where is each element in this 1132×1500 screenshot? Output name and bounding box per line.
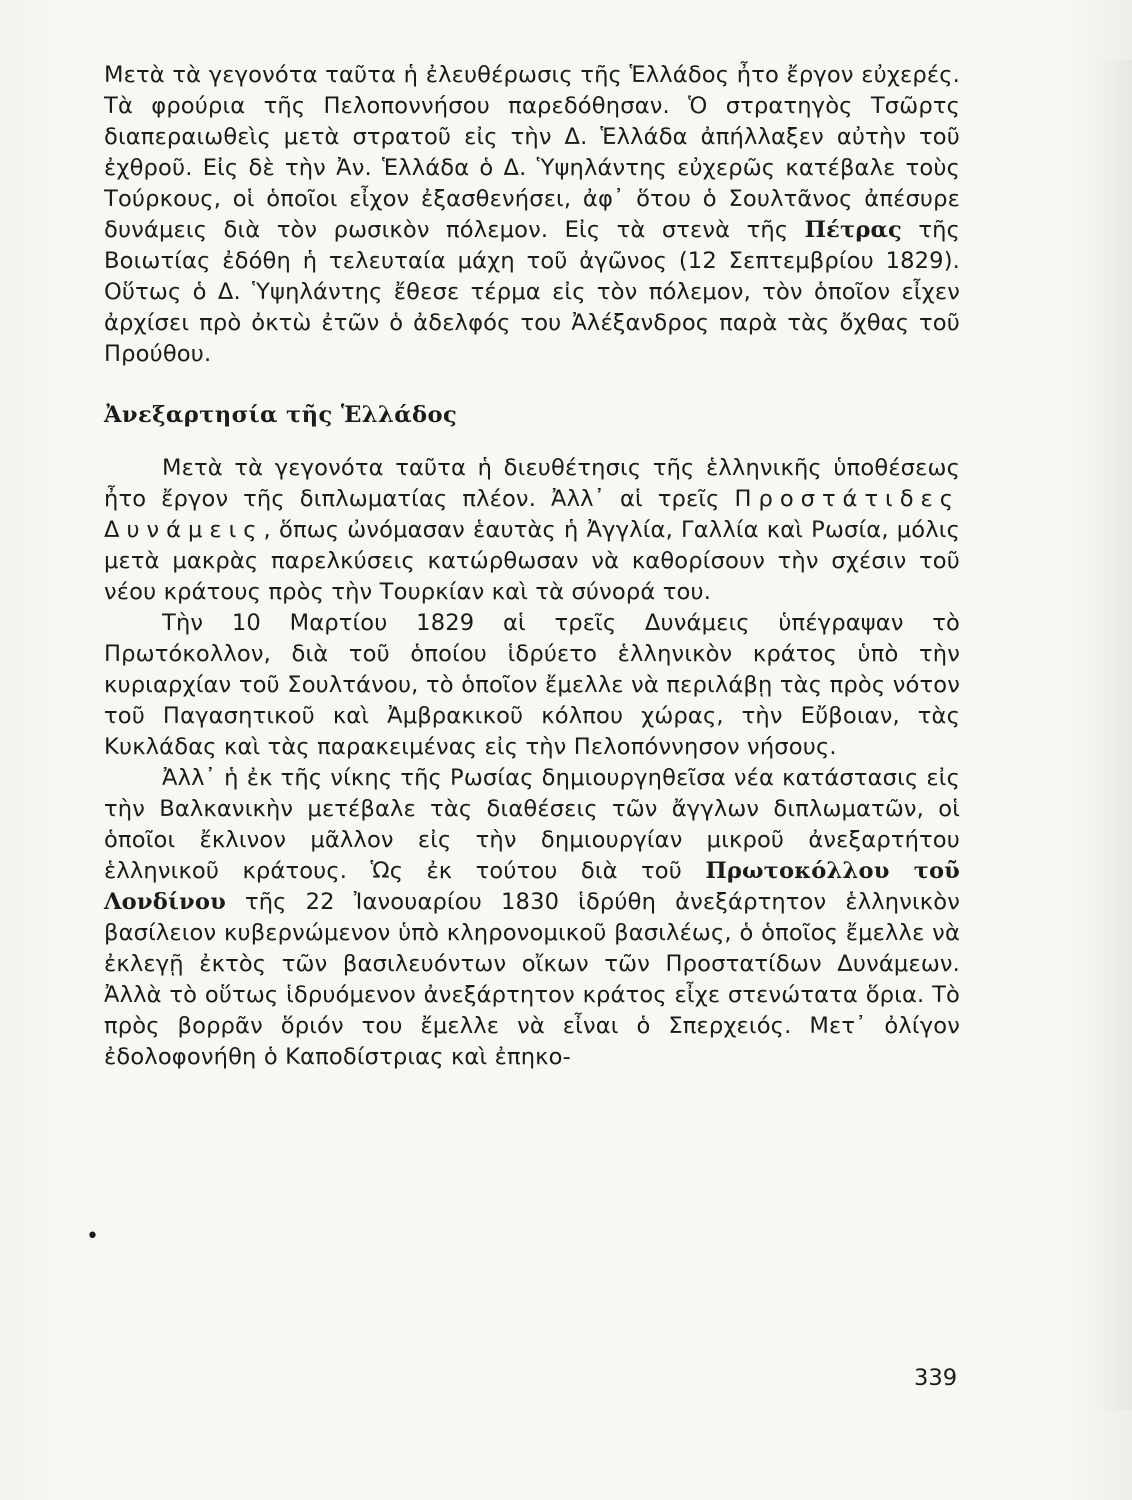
margin-mark: • [86,1224,99,1249]
paragraph-1-text-b: τῆς Βοιωτίας ἐδόθη ἡ τελευταία μάχη τοῦ ἀγῶνος (12 Σεπτεμβρίου 1829). Οὕτως ὁ Δ. Ὑψηλάντης ἔθεσε τέρμα εἰς τὸν πόλεμον, τὸν ὁποῖον εἶχεν ἀρχίσει πρὸ ὀκτὼ ἐτῶν ὁ ἀδελφός του Ἀλέξανδρος παρὰ τὰς ὄχθας τοῦ Προύθου. [104,217,960,367]
page-text [104,60,960,1073]
paragraph-3: Τὴν 10 Μαρτίου 1829 αἱ τρεῖς Δυνάμεις ὑπέγραψαν τὸ Πρωτόκολλον, διὰ τοῦ ὁποίου ἱδρύετο ἑλληνικὸν κράτος ὑπὸ τὴν κυριαρχίαν τοῦ Σουλτάνου, τὸ ὁποῖον ἔμελλε νὰ περιλάβῃ τὰς πρὸς νότον τοῦ Παγασητικοῦ καὶ Ἀμβρακικοῦ κόλπου χώρας, τὴν Εὔβοιαν, τὰς Κυκλάδας καὶ τὰς παρακειμένας εἰς τὴν Πελοπόννησον νήσους. [104,610,960,760]
paragraph-2-text-a: Μετὰ τὰ γεγονότα ταῦτα ἡ διευθέτησις τῆς ἑλληνικῆς ὑποθέσεως ἦτο ἔργον τῆς διπλωματίας πλέον. Ἀλλ᾽ αἱ τρεῖς [104,455,960,512]
paragraph-4-text-b: τῆς 22 Ἰανουαρίου 1830 ἱδρύθη ἀνεξάρτητον ἑλληνικὸν βασίλειον κυβερνώμενον ὑπὸ κληρονομικοῦ βασιλέως, ὁ ὁποῖος ἔμελλε νὰ ἐκλεγῇ ἐκτὸς τῶν βασιλευόντων οἴκων τῶν Προστατίδων Δυνάμεων. Ἀλλὰ τὸ οὕτως ἱδρυόμενον ἀνεξάρτητον κράτος εἶχε στενώτατα ὅρια. Τὸ πρὸς βορρᾶν ὅριόν του ἔμελλε νὰ εἶναι ὁ Σπερχειός. Μετ᾽ ὀλίγον ἐδολοφονήθη ὁ Καποδίστριας καὶ ἐπηκο- [104,889,960,1070]
heading-gap [104,431,960,453]
page-number: 339 [914,1365,958,1391]
section-gap [104,370,960,400]
paragraph-2-text-b: , ὅπως ὠνόμασαν ἑαυτὰς ἡ Ἀγγλία, Γαλλία καὶ Ρωσία, μόλις μετὰ μακρὰς παρελκύσεις κατώρθωσαν νὰ καθορίσουν τὴν σχέσιν τοῦ νέου κράτους πρὸς τὴν Τουρκίαν καὶ τὰ σύνορά του. [104,517,960,605]
paragraph-4-text-a: Ἀλλ᾽ ἡ ἐκ τῆς νίκης τῆς Ρωσίας δημιουργηθεῖσα νέα κατάστασις εἰς τὴν Βαλκανικὴν μετέβαλε τὰς διαθέσεις τῶν ἄγγλων διπλωματῶν, οἱ ὁποῖοι ἔκλινον μᾶλλον εἰς τὴν δημιουργίαν μικροῦ ἀνεξαρτήτου ἑλληνικοῦ κράτους. Ὡς ἐκ τούτου διὰ τοῦ [104,765,960,884]
paragraph-4 [104,763,960,1073]
paragraph-2-spaced-term: Προστάτιδες Δυνάμεις [104,486,960,543]
paragraph-1 [104,60,960,370]
paragraph-1-bold-term: Πέτρας [804,217,902,243]
paragraph-2 [104,453,960,608]
section-heading: Ἀνεξαρτησία τῆς Ἑλλάδος [104,402,458,428]
paragraph-1-text-a: Μετὰ τὰ γεγονότα ταῦτα ἡ ἐλευθέρωσις τῆς Ἑλλάδος ἦτο ἔργον εὐχερές. Τὰ φρούρια τῆς Πελοποννήσου παρεδόθησαν. Ὁ στρατηγὸς Τσῶρτς διαπεραιωθεὶς μετὰ στρατοῦ εἰς τὴν Δ. Ἑλλάδα ἀπήλλαξεν αὐτὴν τοῦ ἐχθροῦ. Εἰς δὲ τὴν Ἀν. Ἑλλάδα ὁ Δ. Ὑψηλάντης εὐχερῶς κατέβαλε τοὺς Τούρκους, οἱ ὁποῖοι εἶχον ἐξασθενήσει, ἀφ᾽ ὅτου ὁ Σουλτᾶνος ἀπέσυρε δυνάμεις διὰ τὸν ρωσικὸν πόλεμον. Εἰς τὰ στενὰ τῆς [104,62,960,243]
paragraph-4-bold-term: Πρωτοκόλλου τοῦ Λονδίνου [104,858,960,915]
show-through-shadow [1092,60,1132,1410]
